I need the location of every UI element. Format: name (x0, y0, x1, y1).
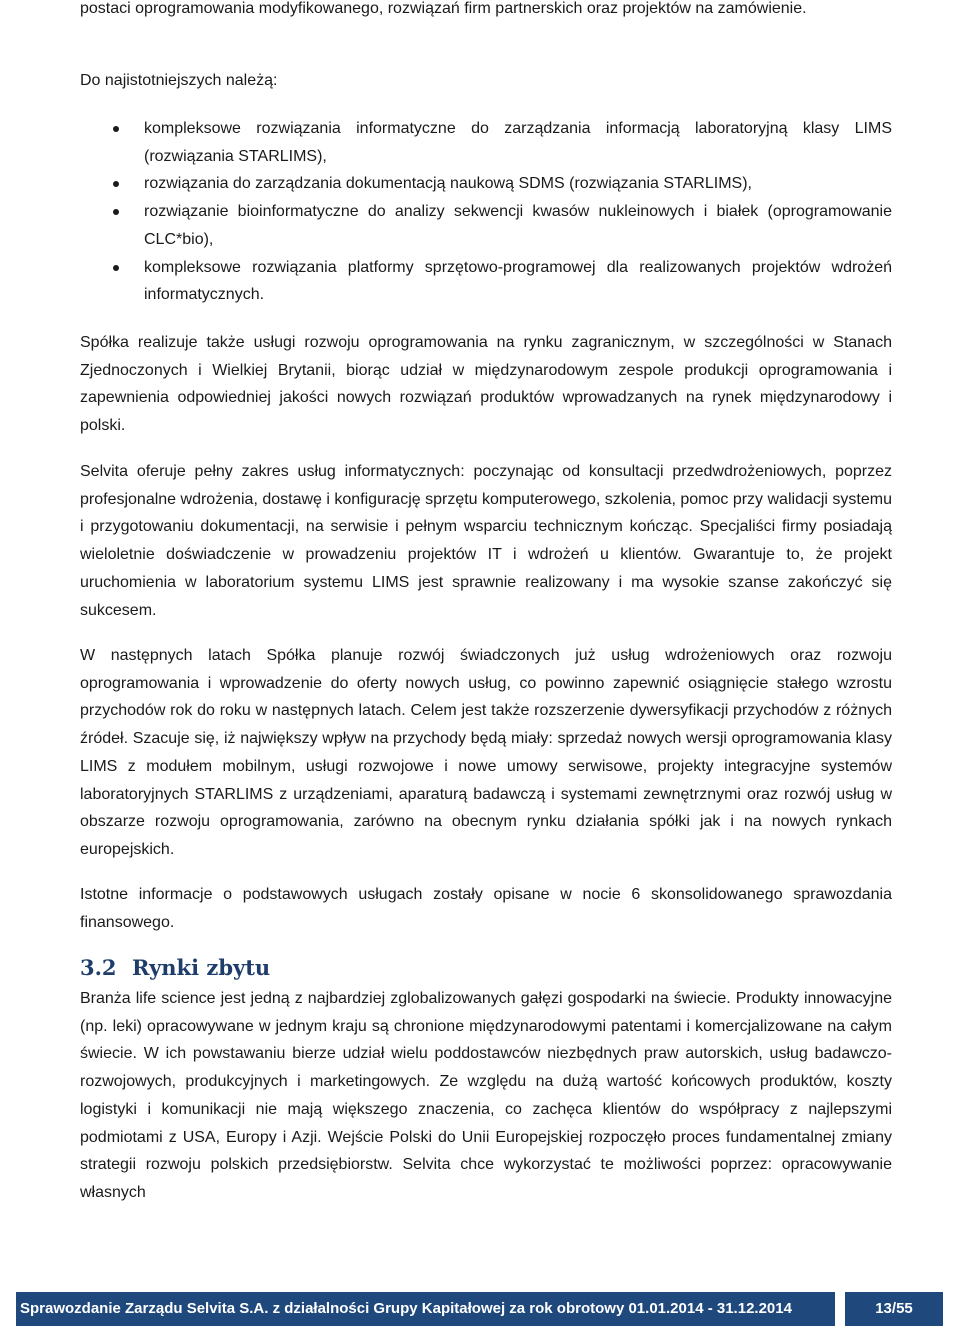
list-lead-paragraph: Do najistotniejszych należą: (80, 72, 278, 89)
list-item-text: rozwiązania do zarządzania dokumentacją naukową SDMS (rozwiązania STARLIMS), (144, 175, 752, 193)
list-item-text: kompleksowe rozwiązania informatyczne do zarządzania informacją laboratoryjną klasy LIMS (rozwiązania STARLIMS), (144, 120, 892, 165)
section-title: Rynki zbytu (132, 955, 271, 980)
section-number: 3.2 (80, 955, 117, 980)
list-item (80, 198, 892, 253)
foreign-services-paragraph: Spółka realizuje także usługi rozwoju oprogramowania na rynku zagranicznym, w szczególności w Stanach Zjednoczonych i Wielkiej Brytanii, biorąc udział w międzynarodowym zespole produkcji oprogramowania i zapewnienia odpowiedniej jakości nowych rozwiązań produktów wprowadzanych na rynek międzynarodowy i polski. (80, 334, 892, 435)
intro-paragraph: postaci oprogramowania modyfikowanego, rozwiązań firm partnerskich oraz projektów na zamówienie. (80, 0, 807, 17)
bullet-icon (113, 265, 119, 271)
list-item-text: rozwiązanie bioinformatyczne do analizy sekwencji kwasów nukleinowych i białek (oprogramowanie CLC*bio), (144, 203, 892, 248)
list-item-text: kompleksowe rozwiązania platformy sprzętowo-programowej dla realizowanych projektów wdrożeń informatycznych. (144, 258, 892, 304)
list-item (80, 170, 892, 198)
note-reference-paragraph: Istotne informacje o podstawowych usługach zostały opisane w nocie 6 skonsolidowanego sprawozdania finansowego. (80, 886, 892, 931)
future-plans-paragraph: W następnych latach Spółka planuje rozwój świadczonych już usług wdrożeniowych oraz rozwoju oprogramowania i wprowadzenie do oferty nowych usług, co powinno zapewnić osiągnięcie stałego wzrostu przychodów rok do roku w następnych latach. Celem jest także rozszerzenie dywersyfikacji przychodów z różnych źródeł. Szacuje się, iż największy wpływ na przychody będą miały: sprzedaż nowych wersji oprogramowania klasy LIMS z modułem mobilnym, usługi rozwojowe i nowe umowy serwisowe, projekty integracyjne systemów laboratoryjnych STARLIMS z urządzeniami, aparaturą badawczą i systemami zewnętrznymi oraz rozwój usług w obszarze rozwoju oprogramowania, zarówno na obecnym rynku działania spółki jak i na nowych rynkach europejskich. (80, 647, 892, 858)
markets-paragraph: Branża life science jest jedną z najbardziej zglobalizowanych gałęzi gospodarki na świecie. Produkty innowacyjne (np. leki) opracowywane w jednym kraju są chronione międzynarodowymi patentami i komercjalizowane na całym świecie. W ich powstawaniu bierze udział wielu poddostawców niezbędnych praw autorskich, usług badawczo-rozwojowych, produkcyjnych i marketingowych. Ze względu na dużą wartość końcowych produktów, koszty logistyki i komunikacji nie mają większego znaczenia, co zachęca klientów do współpracy z najlepszymi podmiotami z USA, Europy i Azji. Wejście Polski do Unii Europejskiej rozpoczęło proces fundamentalnej zmiany strategii rozwoju polskich przedsiębiorstw. Selvita chce wykorzystać te możliwości poprzez: opracowywanie własnych (80, 990, 892, 1201)
it-services-paragraph: Selvita oferuje pełny zakres usług informatycznych: poczynając od konsultacji przedwdrożeniowych, poprzez profesjonalne wdrożenia, dostawę i konfigurację sprzętu komputerowego, szkolenia, pomoc przy walidacji systemu i przygotowaniu dokumentacji, na serwisie i pełnym wsparciu technicznym kończąc. Specjaliści firmy posiadają wieloletnie doświadczenie w prowadzeniu projektów IT i wdrożeń u klientów. Gwarantuje to, że projekt uruchomienia w laboratorium systemu LIMS jest sprawnie realizowany i ma wysokie szanse zakończyć się sukcesem. (80, 463, 892, 619)
footer-report-title: Sprawozdanie Zarządu Selvita S.A. z działalności Grupy Kapitałowej za rok obrotowy 01.01.2014 - 31.12.2014 (16, 1292, 835, 1326)
list-item (80, 115, 892, 170)
bullet-icon (113, 209, 119, 215)
section-heading (80, 955, 270, 980)
solutions-bullet-list (80, 115, 892, 309)
bullet-icon (113, 181, 119, 187)
list-item (80, 254, 892, 309)
bullet-icon (113, 126, 119, 132)
footer-page-number: 13/55 (845, 1292, 943, 1326)
page-footer (0, 1292, 960, 1326)
